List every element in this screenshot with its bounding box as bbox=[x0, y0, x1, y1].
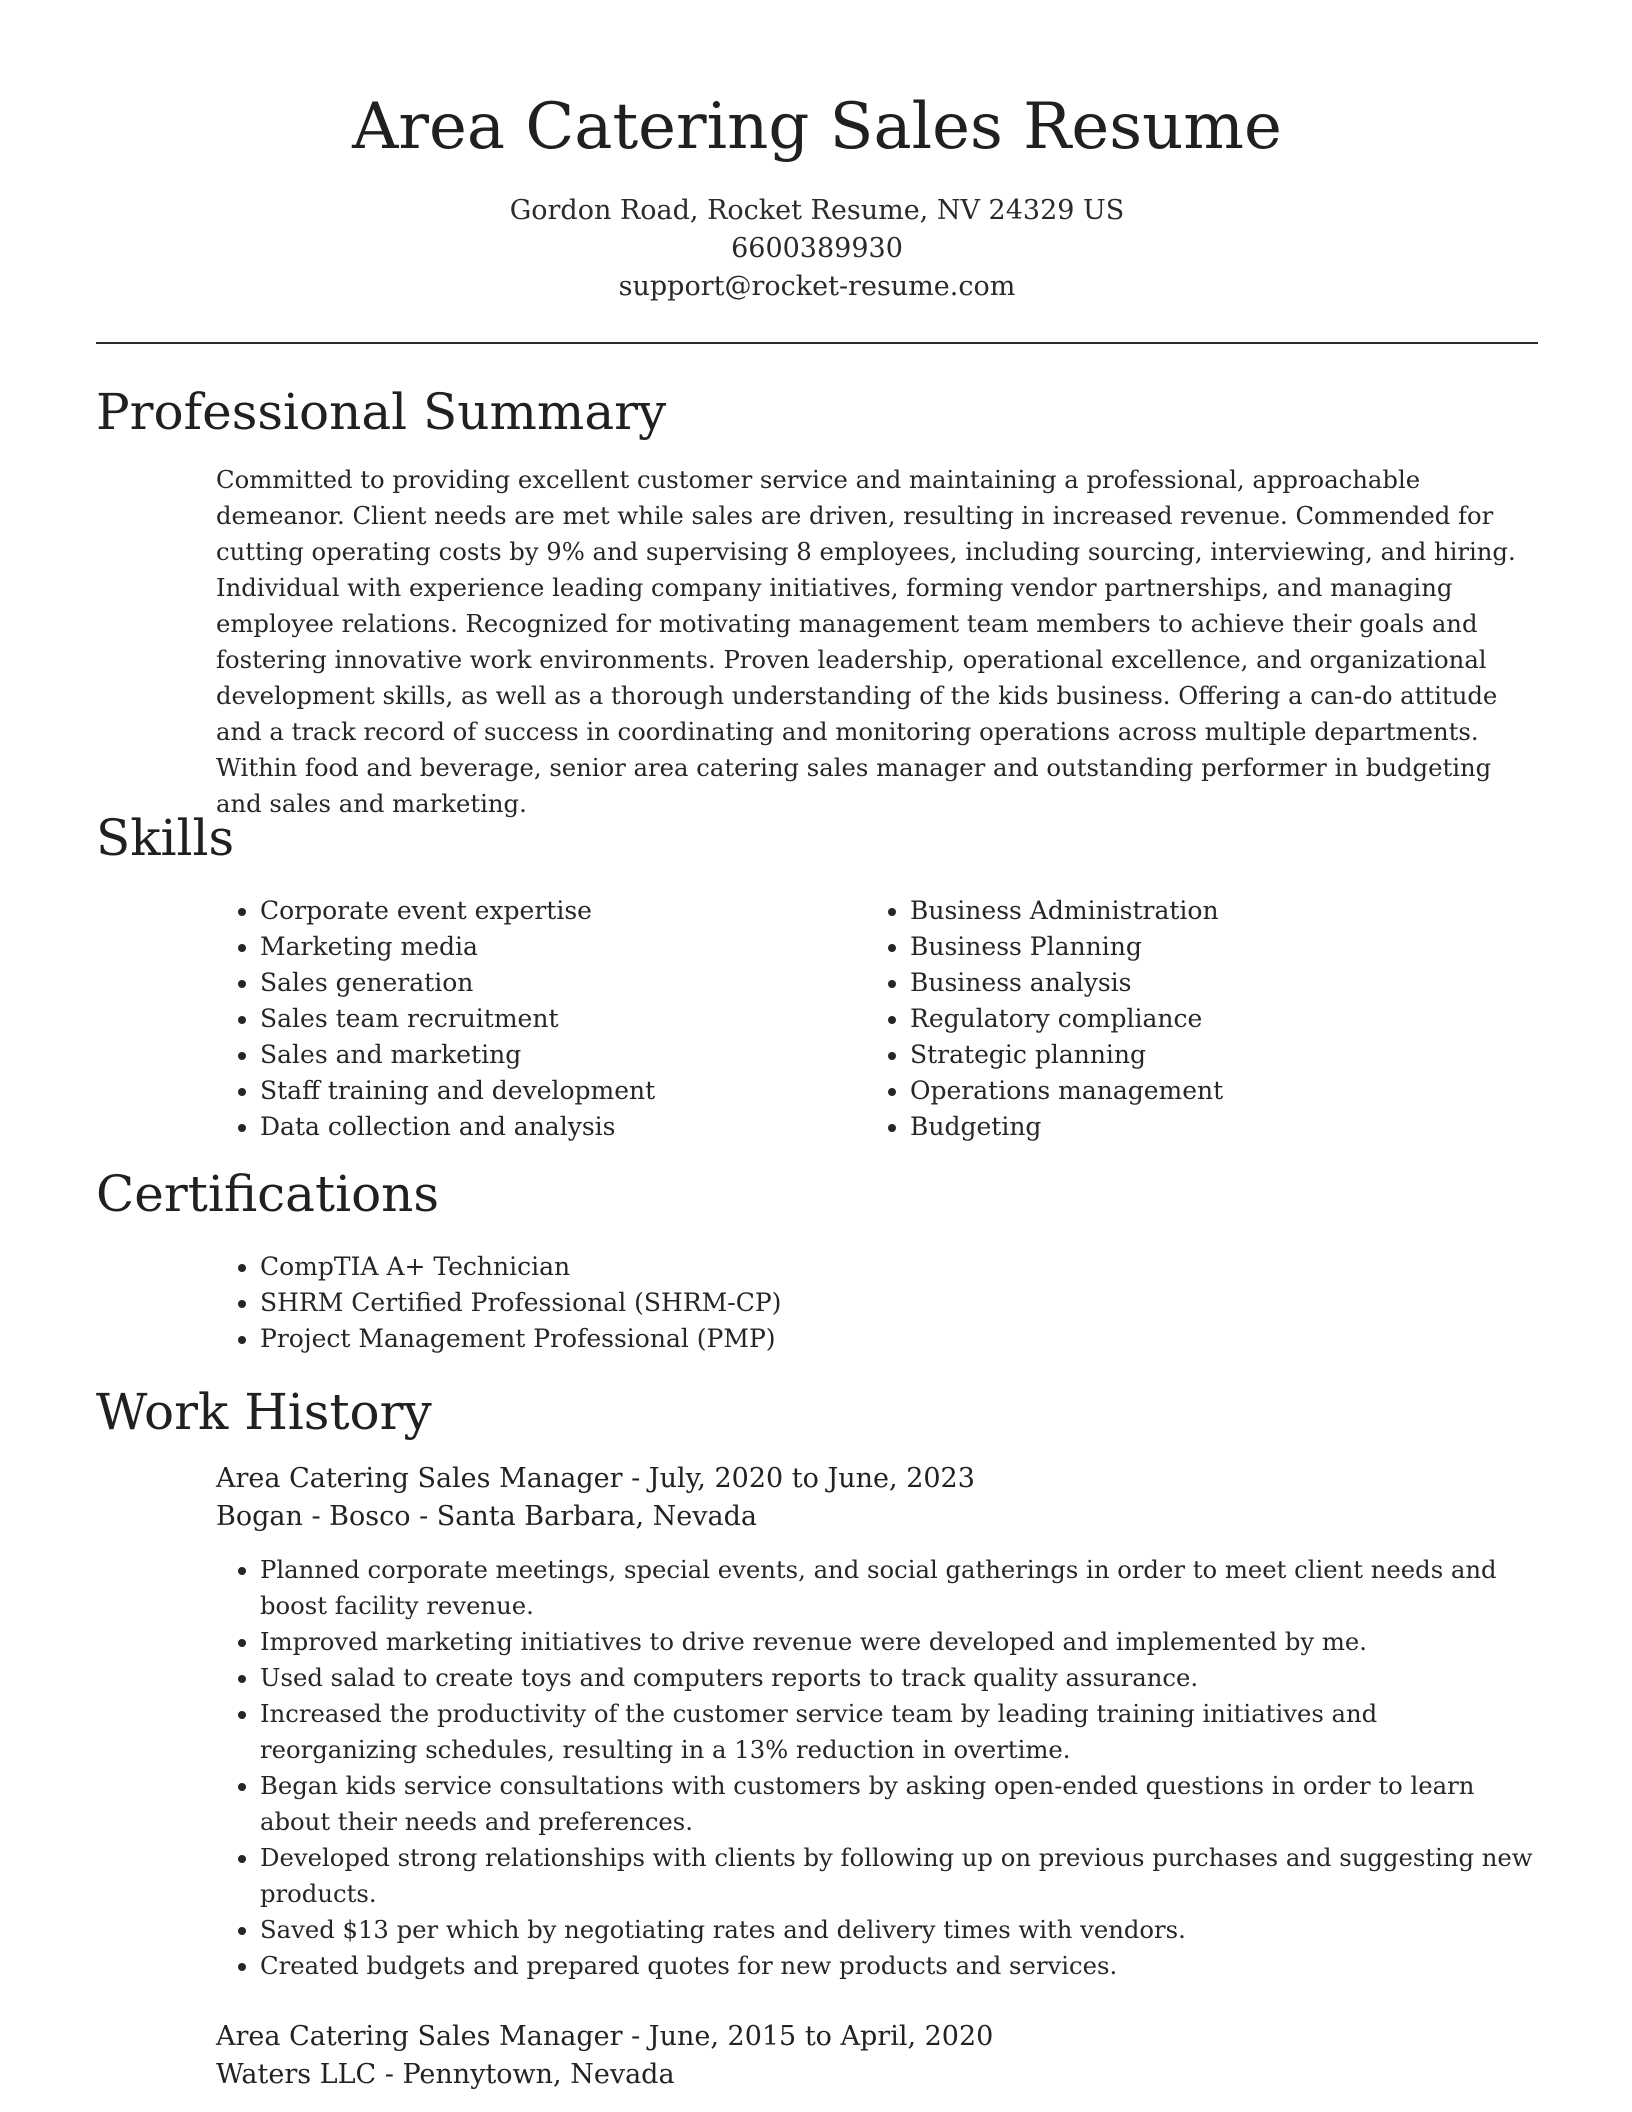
contact-address: Gordon Road, Rocket Resume, NV 24329 US bbox=[509, 195, 1125, 226]
contact-phone: 6600389930 bbox=[731, 233, 903, 264]
job-bullet: • Developed strong relationships with clients by following up on previous purchases and suggesting new products. bbox=[260, 1840, 1538, 1912]
skill-item: • Data collection and analysis bbox=[260, 1109, 655, 1145]
skill-item: • Marketing media bbox=[260, 929, 655, 965]
skill-item: • Budgeting bbox=[910, 1109, 1223, 1145]
skill-item: • Strategic planning bbox=[910, 1037, 1223, 1073]
certifications-heading: Certifications bbox=[96, 1165, 440, 1223]
summary-text: Committed to providing excellent customer service and maintaining a professional, approachable demeanor. Client needs are met while sales are driven, resulting in increased revenue. Commended for cutting operating costs by 9% and supervising 8 employees, including sourcing, interviewing, and hiring. Individual with experience leading company initiatives, forming vendor partnerships, and managing employee relations. Recognized for motivating management team members to achieve their goals and fostering innovative work environments. Proven leadership, operational excellence, and organizational development skills, as well as a thorough understanding of the kids business. Offering a can-do attitude and a track record of success in coordinating and monitoring operations across multiple departments. Within food and beverage, senior area catering sales manager and outstanding performer in budgeting and sales and marketing. bbox=[216, 465, 1516, 818]
skill-item: • Regulatory compliance bbox=[910, 1001, 1223, 1037]
job-company: Bogan - Bosco - Santa Barbara, Nevada bbox=[216, 1501, 758, 1532]
resume-header bbox=[96, 0, 1538, 306]
contact-email: support@rocket-resume.com bbox=[618, 271, 1016, 302]
summary-heading: Professional Summary bbox=[96, 383, 667, 441]
job-role: Area Catering Sales Manager - June, 2015 to April, 2020 bbox=[216, 2021, 994, 2052]
skill-item: • Business Administration bbox=[910, 893, 1223, 929]
job-bullet: • Increased the productivity of the customer service team by leading training initiatives and reorganizing schedules, resulting in a 13% reduction in overtime. bbox=[260, 1696, 1538, 1768]
job-bullets bbox=[216, 1552, 1538, 1984]
skill-item: • Sales team recruitment bbox=[260, 1001, 655, 1037]
skill-item: • Sales and marketing bbox=[260, 1037, 655, 1073]
resume-title: Area Catering Sales Resume bbox=[352, 90, 1282, 164]
job-bullet: • Planned corporate meetings, special events, and social gatherings in order to meet client needs and boost facility revenue. bbox=[260, 1552, 1538, 1624]
work-history-heading: Work History bbox=[96, 1383, 432, 1441]
contact-block bbox=[96, 192, 1538, 306]
job-bullet: • Improved marketing initiatives to drive revenue were developed and implemented by me. bbox=[260, 1624, 1538, 1660]
skill-item: • Business analysis bbox=[910, 965, 1223, 1001]
job-bullet: • Used salad to create toys and computers reports to track quality assurance. bbox=[260, 1660, 1538, 1696]
skill-item: • Sales generation bbox=[260, 965, 655, 1001]
job-role: Area Catering Sales Manager - July, 2020 to June, 2023 bbox=[216, 1463, 975, 1494]
skill-item: • Operations management bbox=[910, 1073, 1223, 1109]
skills-heading: Skills bbox=[96, 809, 235, 867]
certifications-list bbox=[216, 1249, 781, 1357]
skill-item: • Corporate event expertise bbox=[260, 893, 655, 929]
skill-item: • Staff training and development bbox=[260, 1073, 655, 1109]
job-bullet: • Began kids service consultations with customers by asking open-ended questions in order to learn about their needs and preferences. bbox=[260, 1768, 1538, 1840]
header-divider bbox=[96, 342, 1538, 344]
resume-page bbox=[96, 0, 1538, 2090]
job-company: Waters LLC - Pennytown, Nevada bbox=[216, 2059, 675, 2090]
skill-item: • Business Planning bbox=[910, 929, 1223, 965]
skills-column-left bbox=[216, 893, 655, 1145]
certification-item: • SHRM Certified Professional (SHRM-CP) bbox=[260, 1285, 781, 1321]
certification-item: • Project Management Professional (PMP) bbox=[260, 1321, 781, 1357]
certification-item: • CompTIA A+ Technician bbox=[260, 1249, 781, 1285]
job-bullet: • Saved $13 per which by negotiating rates and delivery times with vendors. bbox=[260, 1912, 1538, 1948]
skills-column-right bbox=[866, 893, 1223, 1145]
job-bullet: • Created budgets and prepared quotes for new products and services. bbox=[260, 1948, 1538, 1984]
job-entry bbox=[216, 2018, 1538, 2094]
job-entry bbox=[216, 1460, 1538, 1984]
